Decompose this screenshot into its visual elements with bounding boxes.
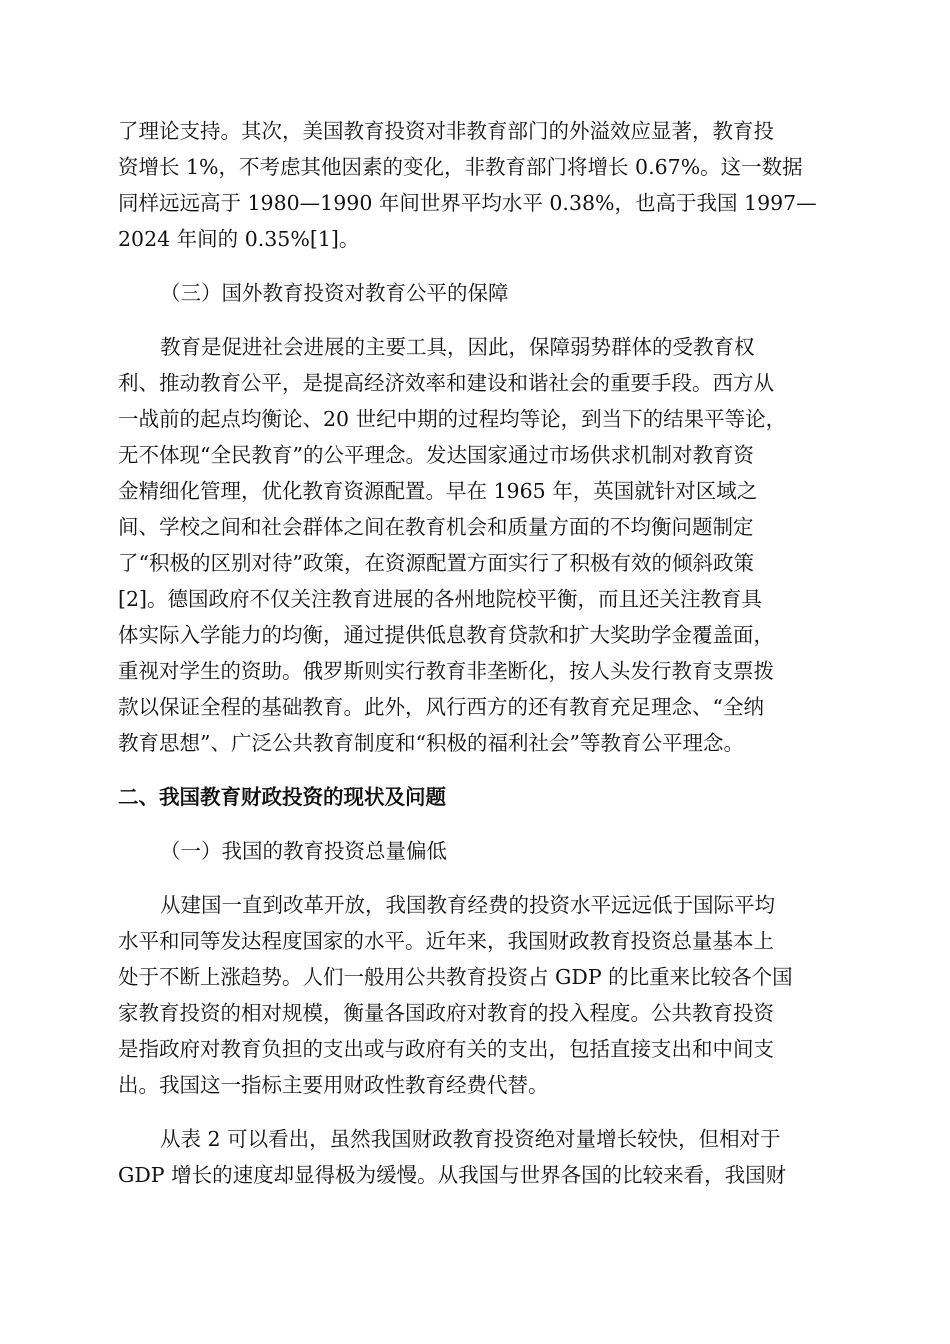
text-line: 出。我国这一指标主要用财政性教育经费代替。 xyxy=(118,1073,549,1097)
text-line: 款以保证全程的基础教育。此外，风行西方的还有教育充足理念、“全纳 xyxy=(118,695,764,719)
text-line: 了理论支持。其次，美国教育投资对非教育部门的外溢效应显著，教育投 xyxy=(118,119,774,143)
text-line: 是指政府对教育负担的支出或与政府有关的支出，包括直接支出和中间支 xyxy=(118,1037,774,1061)
paragraph-1 xyxy=(118,113,833,257)
text-line: 水平和同等发达程度国家的水平。近年来，我国财政教育投资总量基本上 xyxy=(118,929,774,953)
text-line: 间、学校之间和社会群体之间在教育机会和质量方面的不均衡问题制定 xyxy=(118,515,754,539)
text-line: 同样远远高于 1980—1990 年间世界平均水平 0.38%，也高于我国 1997— xyxy=(118,191,817,215)
text-line: 金精细化管理，优化教育资源配置。早在 1965 年，英国就针对区域之 xyxy=(118,479,758,503)
text-line: 利、推动教育公平，是提高经济效率和建设和谐社会的重要手段。西方从 xyxy=(118,371,774,395)
paragraph-2 xyxy=(118,329,833,761)
section-heading-2: 二、我国教育财政投资的现状及问题 xyxy=(118,785,446,809)
text-line: 2024 年间的 0.35%[1]。 xyxy=(118,227,360,251)
document-body xyxy=(118,113,833,1193)
text-line: 教育是促进社会进展的主要工具，因此，保障弱势群体的受教育权 xyxy=(160,335,755,359)
text-line: 从建国一直到改革开放，我国教育经费的投资水平远远低于国际平均 xyxy=(160,893,775,917)
paragraph-4 xyxy=(118,1121,833,1193)
text-line: 教育思想”、广泛公共教育制度和“积极的福利社会”等教育公平理念。 xyxy=(118,731,744,755)
text-line: 了“积极的区别对待”政策，在资源配置方面实行了积极有效的倾斜政策 xyxy=(118,551,754,575)
text-line: 一战前的起点均衡论、20 世纪中期的过程均等论，到当下的结果平等论， xyxy=(118,407,787,431)
text-line: 处于不断上涨趋势。人们一般用公共教育投资占 GDP 的比重来比较各个国 xyxy=(118,965,793,989)
paragraph-3 xyxy=(118,887,833,1103)
subsection-heading-3: （三）国外教育投资对教育公平的保障 xyxy=(160,281,509,305)
text-line: 家教育投资的相对规模，衡量各国政府对教育的投入程度。公共教育投资 xyxy=(118,1001,774,1025)
subsection-heading-1: （一）我国的教育投资总量偏低 xyxy=(160,839,447,863)
text-line: [2]。德国政府不仅关注教育进展的各州地院校平衡，而且还关注教育具 xyxy=(118,587,763,611)
text-line: 重视对学生的资助。俄罗斯则实行教育非垄断化，按人头发行教育支票拨 xyxy=(118,659,774,683)
text-line: 体实际入学能力的均衡，通过提供低息教育贷款和扩大奖助学金覆盖面， xyxy=(118,623,774,647)
text-line: GDP 增长的速度却显得极为缓慢。从我国与世界各国的比较来看，我国财 xyxy=(118,1163,787,1187)
text-line: 从表 2 可以看出，虽然我国财政教育投资绝对量增长较快，但相对于 xyxy=(160,1127,781,1151)
text-line: 无不体现“全民教育”的公平理念。发达国家通过市场供求机制对教育资 xyxy=(118,443,754,467)
text-line: 资增长 1%，不考虑其他因素的变化，非教育部门将增长 0.67%。这一数据 xyxy=(118,155,803,179)
